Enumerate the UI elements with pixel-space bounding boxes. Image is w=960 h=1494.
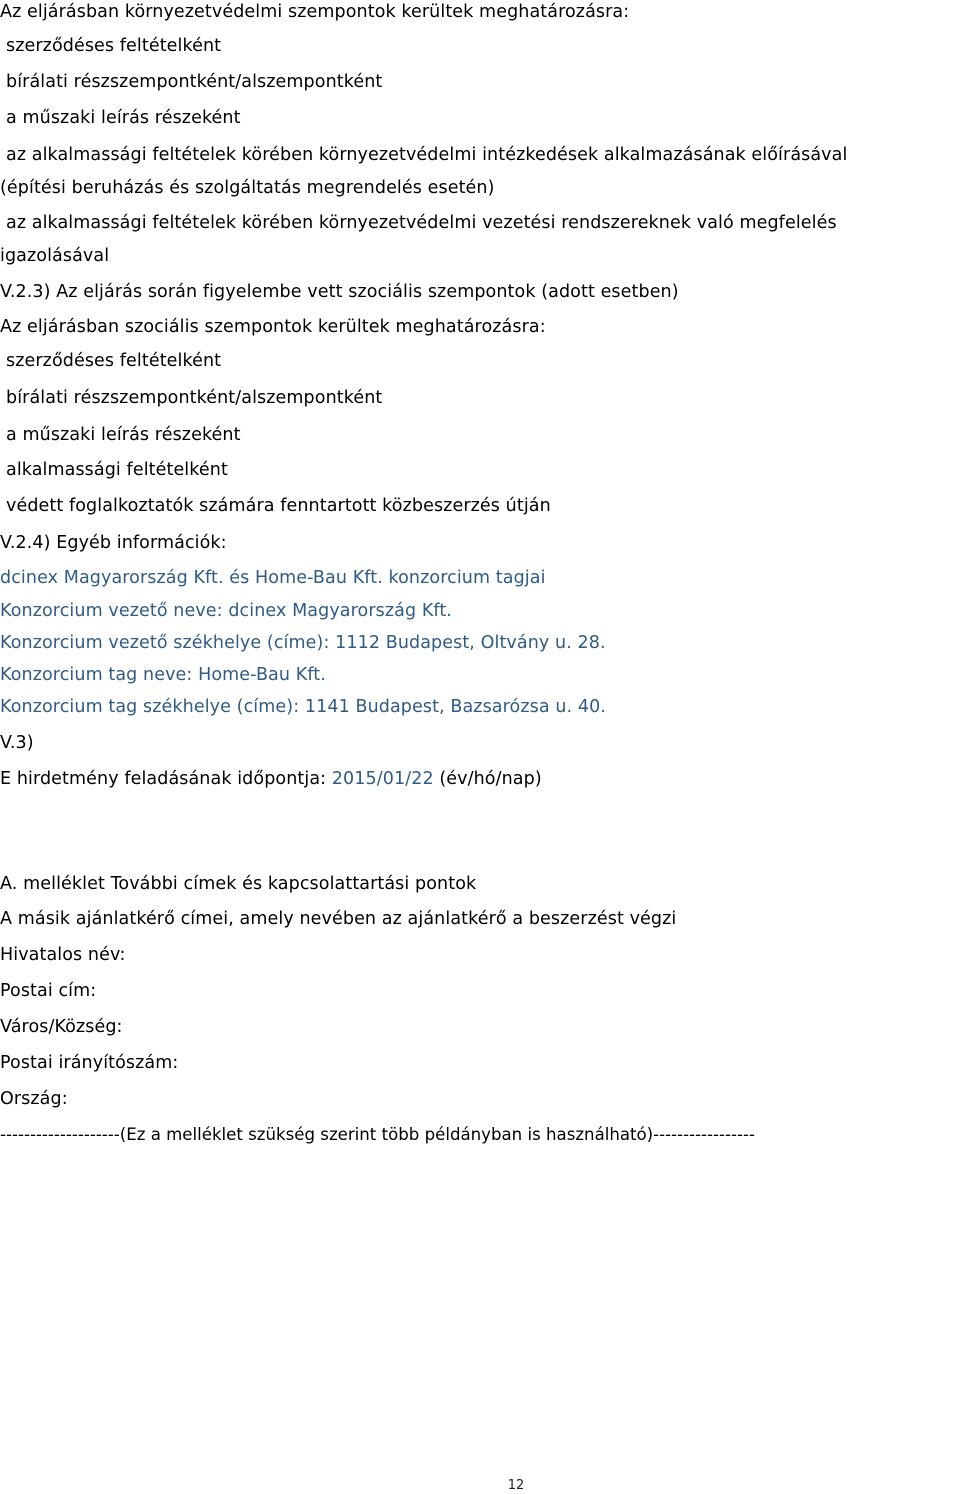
social-item-technical: a műszaki leírás részeként: [6, 425, 241, 445]
social-item-subcriteria: bírálati részszempontként/alszempontként: [6, 388, 383, 408]
publication-date-format: (év/hó/nap): [433, 769, 542, 789]
v3-section-title: V.3): [0, 733, 34, 753]
social-section-title: V.2.3) Az eljárás során figyelembe vett szociális szempontok (adott esetben): [0, 282, 679, 302]
annex-field-country: Ország:: [0, 1089, 68, 1109]
env-item-management: az alkalmassági feltételek körében környezetvédelmi vezetési rendszereknek való megfelelés: [6, 213, 837, 233]
env-item-measures-note: (építési beruházás és szolgáltatás megrendelés esetén): [0, 178, 495, 198]
publication-date-label: E hirdetmény feladásának időpontja:: [0, 769, 332, 789]
social-item-contract: szerződéses feltételként: [6, 351, 222, 371]
annex-title: A. melléklet További címek és kapcsolattartási pontok: [0, 874, 477, 894]
other-info-title: V.2.4) Egyéb információk:: [0, 533, 227, 553]
other-info-line: Konzorcium vezető székhelye (címe): 1112 Budapest, Oltvány u. 28.: [0, 633, 606, 653]
annex-separator: --------------------(Ez a melléklet szükség szerint több példányban is használható)-----------------: [0, 1125, 755, 1144]
other-info-line: dcinex Magyarország Kft. és Home-Bau Kft. konzorcium tagjai: [0, 568, 546, 588]
annex-field-official-name: Hivatalos név:: [0, 945, 126, 965]
social-item-suitability: alkalmassági feltételként: [6, 460, 228, 480]
social-heading: Az eljárásban szociális szempontok kerültek meghatározásra:: [0, 317, 546, 337]
env-item-subcriteria: bírálati részszempontként/alszempontként: [6, 72, 383, 92]
publication-date-value: 2015/01/22: [331, 769, 434, 789]
env-item-technical: a műszaki leírás részeként: [6, 108, 241, 128]
env-item-management-cont: igazolásával: [0, 246, 110, 266]
annex-subtitle: A másik ajánlatkérő címei, amely nevében az ajánlatkérő a beszerzést végzi: [0, 909, 677, 929]
page-number: 12: [507, 1478, 525, 1493]
env-heading: Az eljárásban környezetvédelmi szempontok kerültek meghatározásra:: [0, 2, 630, 22]
annex-field-city: Város/Község:: [0, 1017, 123, 1037]
other-info-line: Konzorcium tag székhelye (címe): 1141 Budapest, Bazsarózsa u. 40.: [0, 697, 606, 717]
annex-field-postal-address: Postai cím:: [0, 981, 97, 1001]
env-item-contract: szerződéses feltételként: [6, 36, 222, 56]
other-info-line: Konzorcium vezető neve: dcinex Magyarország Kft.: [0, 601, 452, 621]
publication-date-line: [0, 767, 542, 791]
annex-field-postal-code: Postai irányítószám:: [0, 1053, 179, 1073]
env-item-measures: az alkalmassági feltételek körében környezetvédelmi intézkedések alkalmazásának előírásával: [6, 145, 848, 165]
social-item-reserved: védett foglalkoztatók számára fenntartott közbeszerzés útján: [6, 496, 551, 516]
other-info-line: Konzorcium tag neve: Home-Bau Kft.: [0, 665, 326, 685]
